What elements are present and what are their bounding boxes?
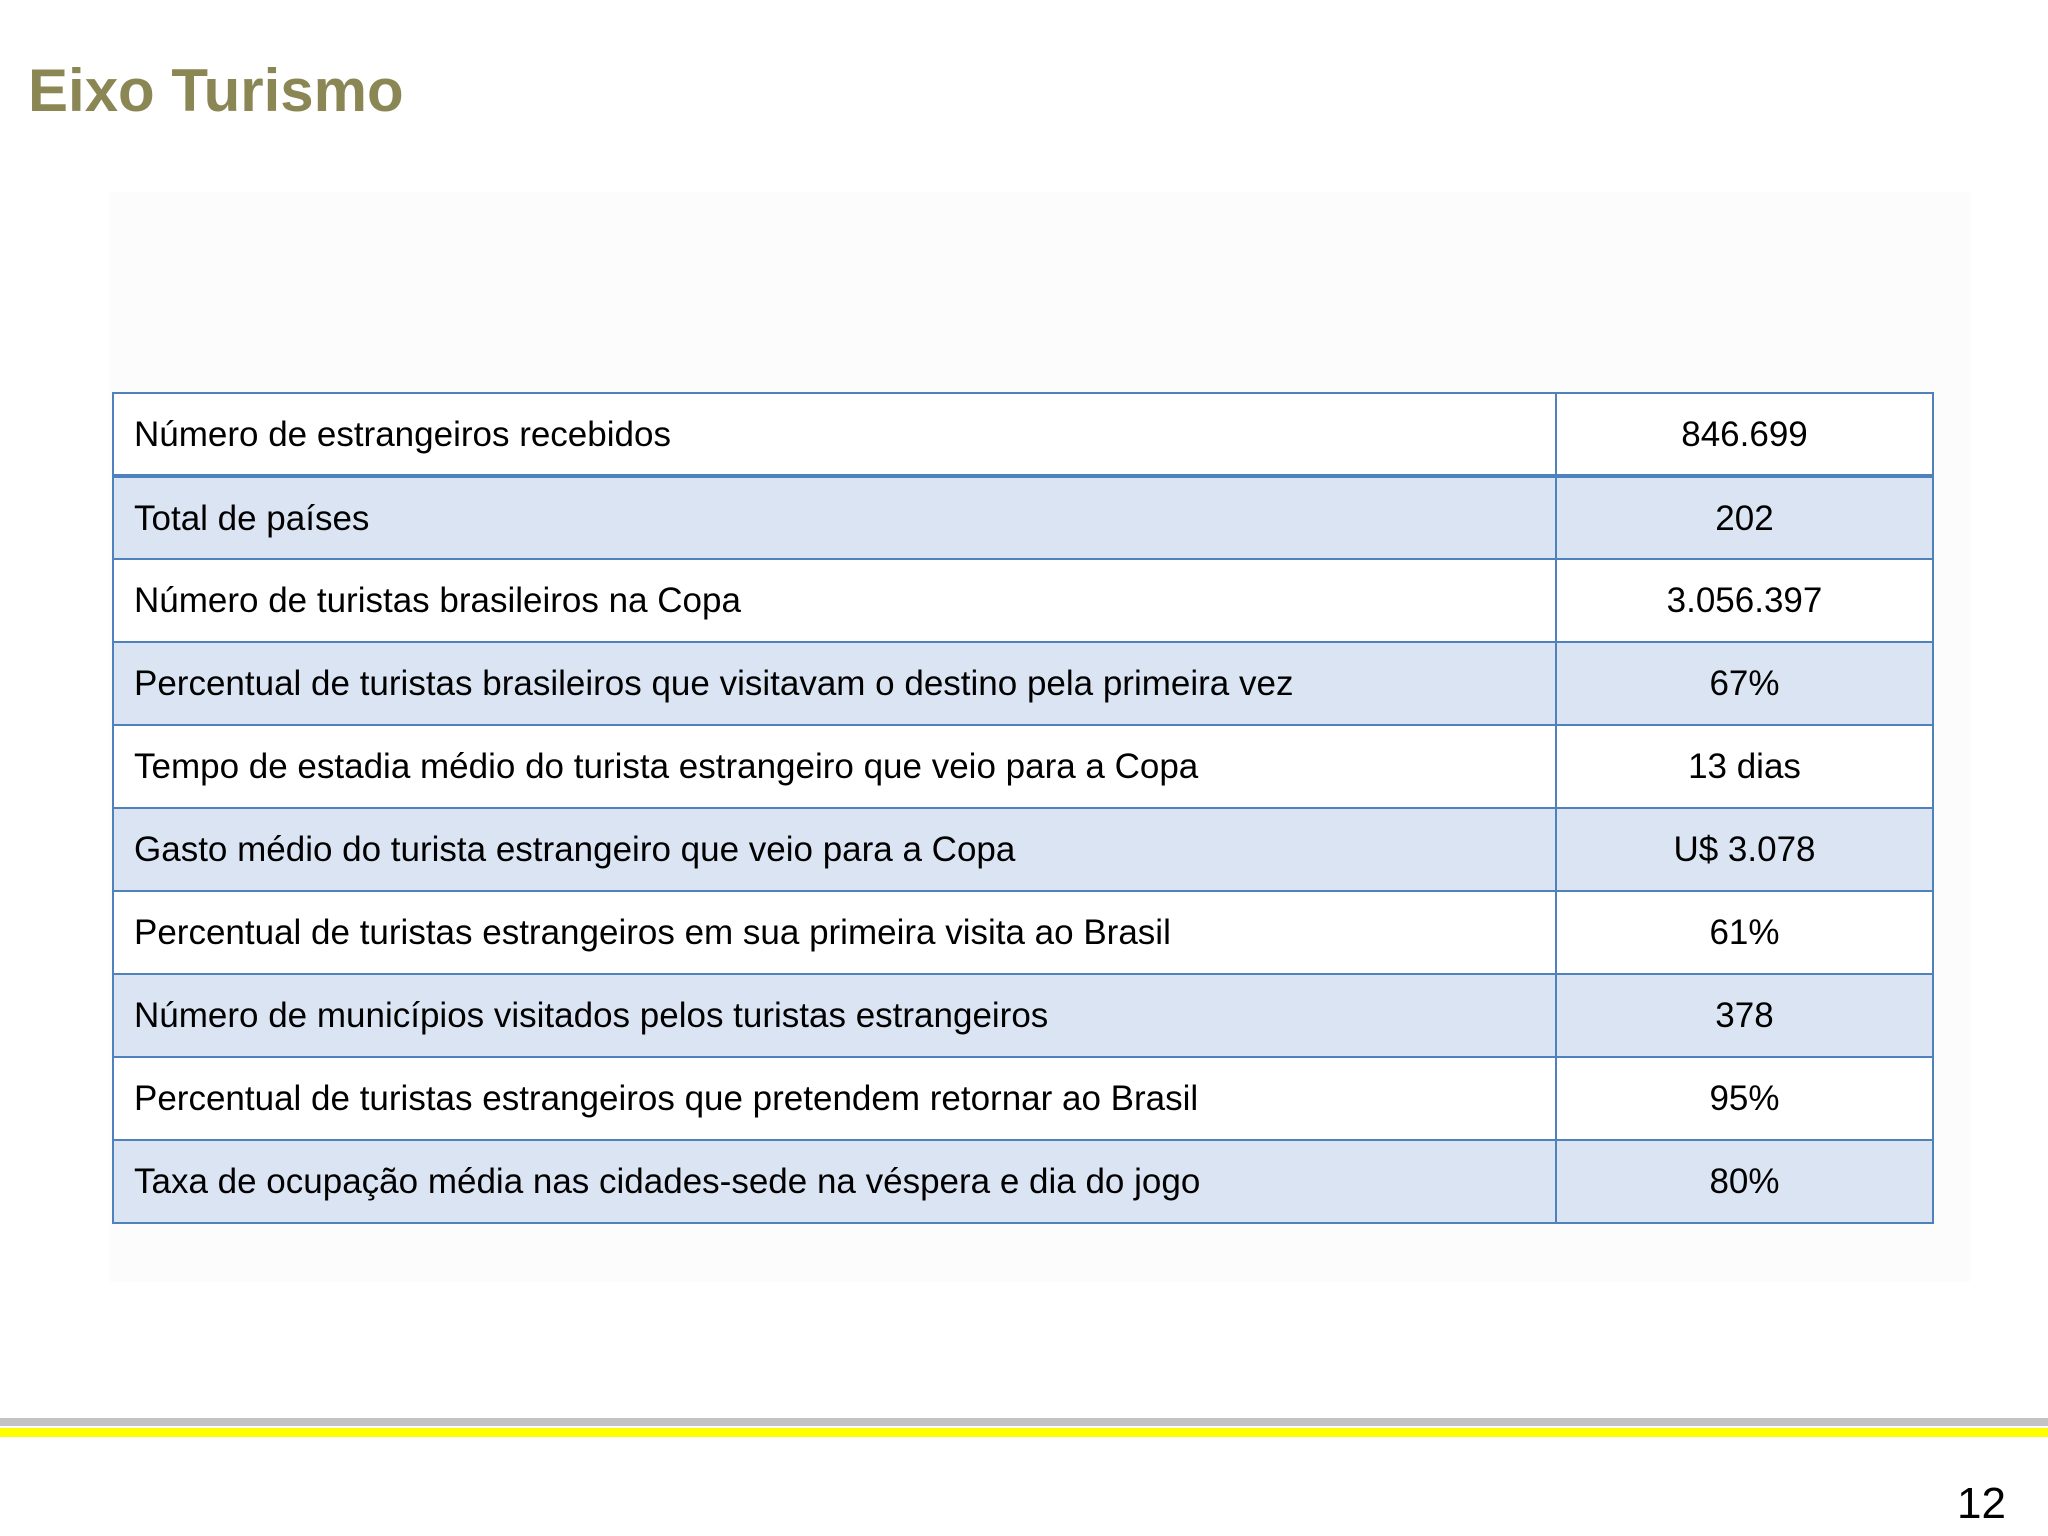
row-value: 67%: [1556, 642, 1933, 725]
row-value: 61%: [1556, 891, 1933, 974]
table-row: [113, 559, 1933, 642]
row-value: 202: [1556, 476, 1933, 559]
row-label: Número de municípios visitados pelos turistas estrangeiros: [113, 974, 1556, 1057]
data-table: [112, 392, 1934, 1224]
table-row: [113, 974, 1933, 1057]
row-value: 95%: [1556, 1057, 1933, 1140]
row-value: 13 dias: [1556, 725, 1933, 808]
row-value: 846.699: [1556, 393, 1933, 476]
footer-gray-rule: [0, 1418, 2048, 1426]
slide-title: Eixo Turismo: [28, 57, 404, 124]
row-label: Tempo de estadia médio do turista estrangeiro que veio para a Copa: [113, 725, 1556, 808]
row-value: 378: [1556, 974, 1933, 1057]
row-label: Número de estrangeiros recebidos: [113, 393, 1556, 476]
table-row: [113, 725, 1933, 808]
row-label: Gasto médio do turista estrangeiro que veio para a Copa: [113, 808, 1556, 891]
table-row: [113, 891, 1933, 974]
table-row: [113, 1140, 1933, 1223]
row-label: Percentual de turistas brasileiros que visitavam o destino pela primeira vez: [113, 642, 1556, 725]
table-row: [113, 1057, 1933, 1140]
table-row: [113, 642, 1933, 725]
table-row: [113, 393, 1933, 476]
row-label: Taxa de ocupação média nas cidades-sede na véspera e dia do jogo: [113, 1140, 1556, 1223]
row-label: Percentual de turistas estrangeiros que pretendem retornar ao Brasil: [113, 1057, 1556, 1140]
row-value: 3.056.397: [1556, 559, 1933, 642]
table-row: [113, 808, 1933, 891]
footer-yellow-rule: [0, 1428, 2048, 1437]
row-value: U$ 3.078: [1556, 808, 1933, 891]
page-number: 12: [1957, 1479, 2006, 1528]
table-row: [113, 476, 1933, 559]
row-label: Percentual de turistas estrangeiros em sua primeira visita ao Brasil: [113, 891, 1556, 974]
row-label: Total de países: [113, 476, 1556, 559]
row-value: 80%: [1556, 1140, 1933, 1223]
row-label: Número de turistas brasileiros na Copa: [113, 559, 1556, 642]
